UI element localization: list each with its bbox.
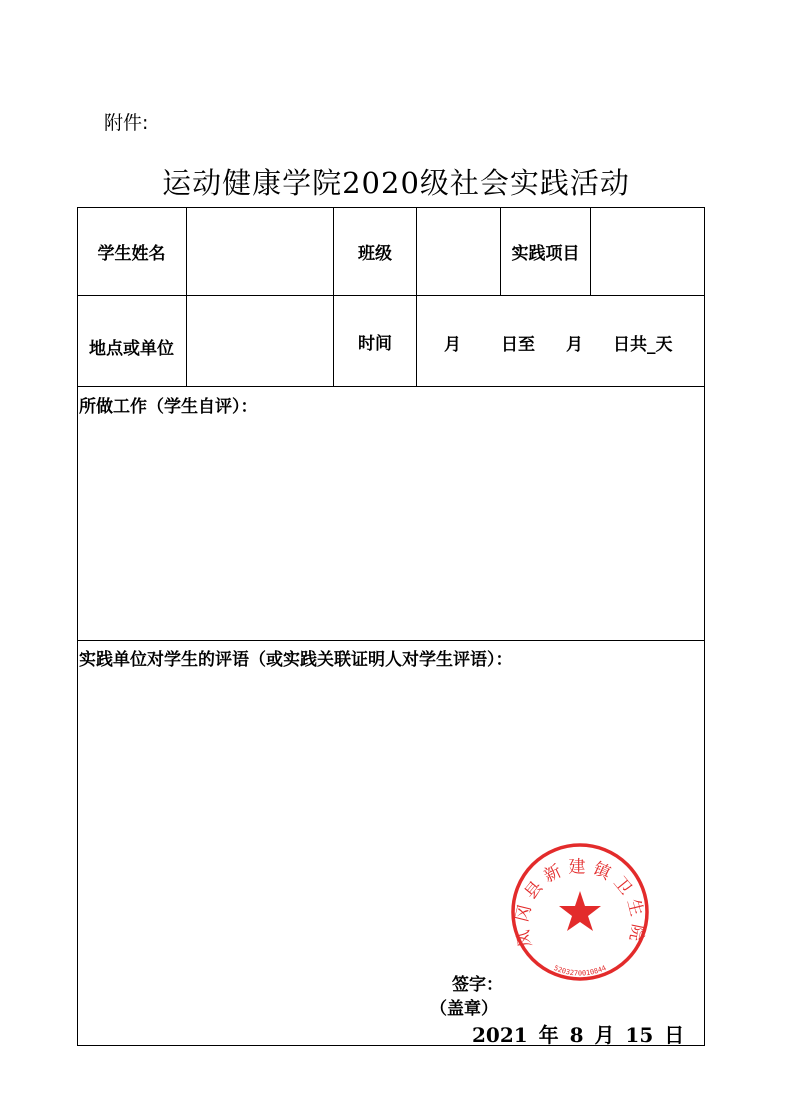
time-total-days[interactable]: 日共_天 [613, 335, 673, 355]
time-month-end[interactable]: 月 [566, 335, 583, 355]
unit-evaluation-label: 实践单位对学生的评语（或实践关联证明人对学生评语）： [79, 650, 513, 670]
time-label: 时间 [358, 333, 392, 354]
location-label: 地点或单位 [89, 338, 174, 359]
time-month-start[interactable]: 月 [444, 335, 461, 355]
project-field[interactable] [591, 207, 705, 295]
official-red-seal [506, 838, 654, 986]
seal-serial-number: 5203270010844 [552, 964, 608, 978]
student-name-label: 学生姓名 [97, 243, 166, 264]
student-name-field[interactable] [187, 207, 333, 295]
class-field[interactable] [417, 207, 500, 295]
page-title: 运动健康学院2020级社会实践活动 [162, 166, 630, 200]
project-label: 实践项目 [511, 243, 580, 264]
signature-field[interactable] [505, 968, 645, 992]
stamp-label: （盖章） [430, 999, 498, 1019]
seal-star-icon [559, 891, 601, 931]
section-divider-line [77, 640, 705, 641]
seal-org-name: 凤冈县新建镇卫生院 [512, 857, 648, 949]
signature-label: 签字： [452, 975, 503, 995]
location-field[interactable] [187, 296, 333, 386]
class-label: 班级 [358, 243, 392, 264]
self-evaluation-area[interactable] [78, 416, 704, 638]
self-evaluation-label: 所做工作（学生自评）： [79, 397, 258, 417]
date-line: 2021 年 8 月 15 日 [472, 1023, 685, 1047]
attachment-label: 附件: [104, 112, 149, 134]
row2-bottom-line [77, 386, 705, 387]
time-day-to[interactable]: 日至 [501, 335, 535, 355]
